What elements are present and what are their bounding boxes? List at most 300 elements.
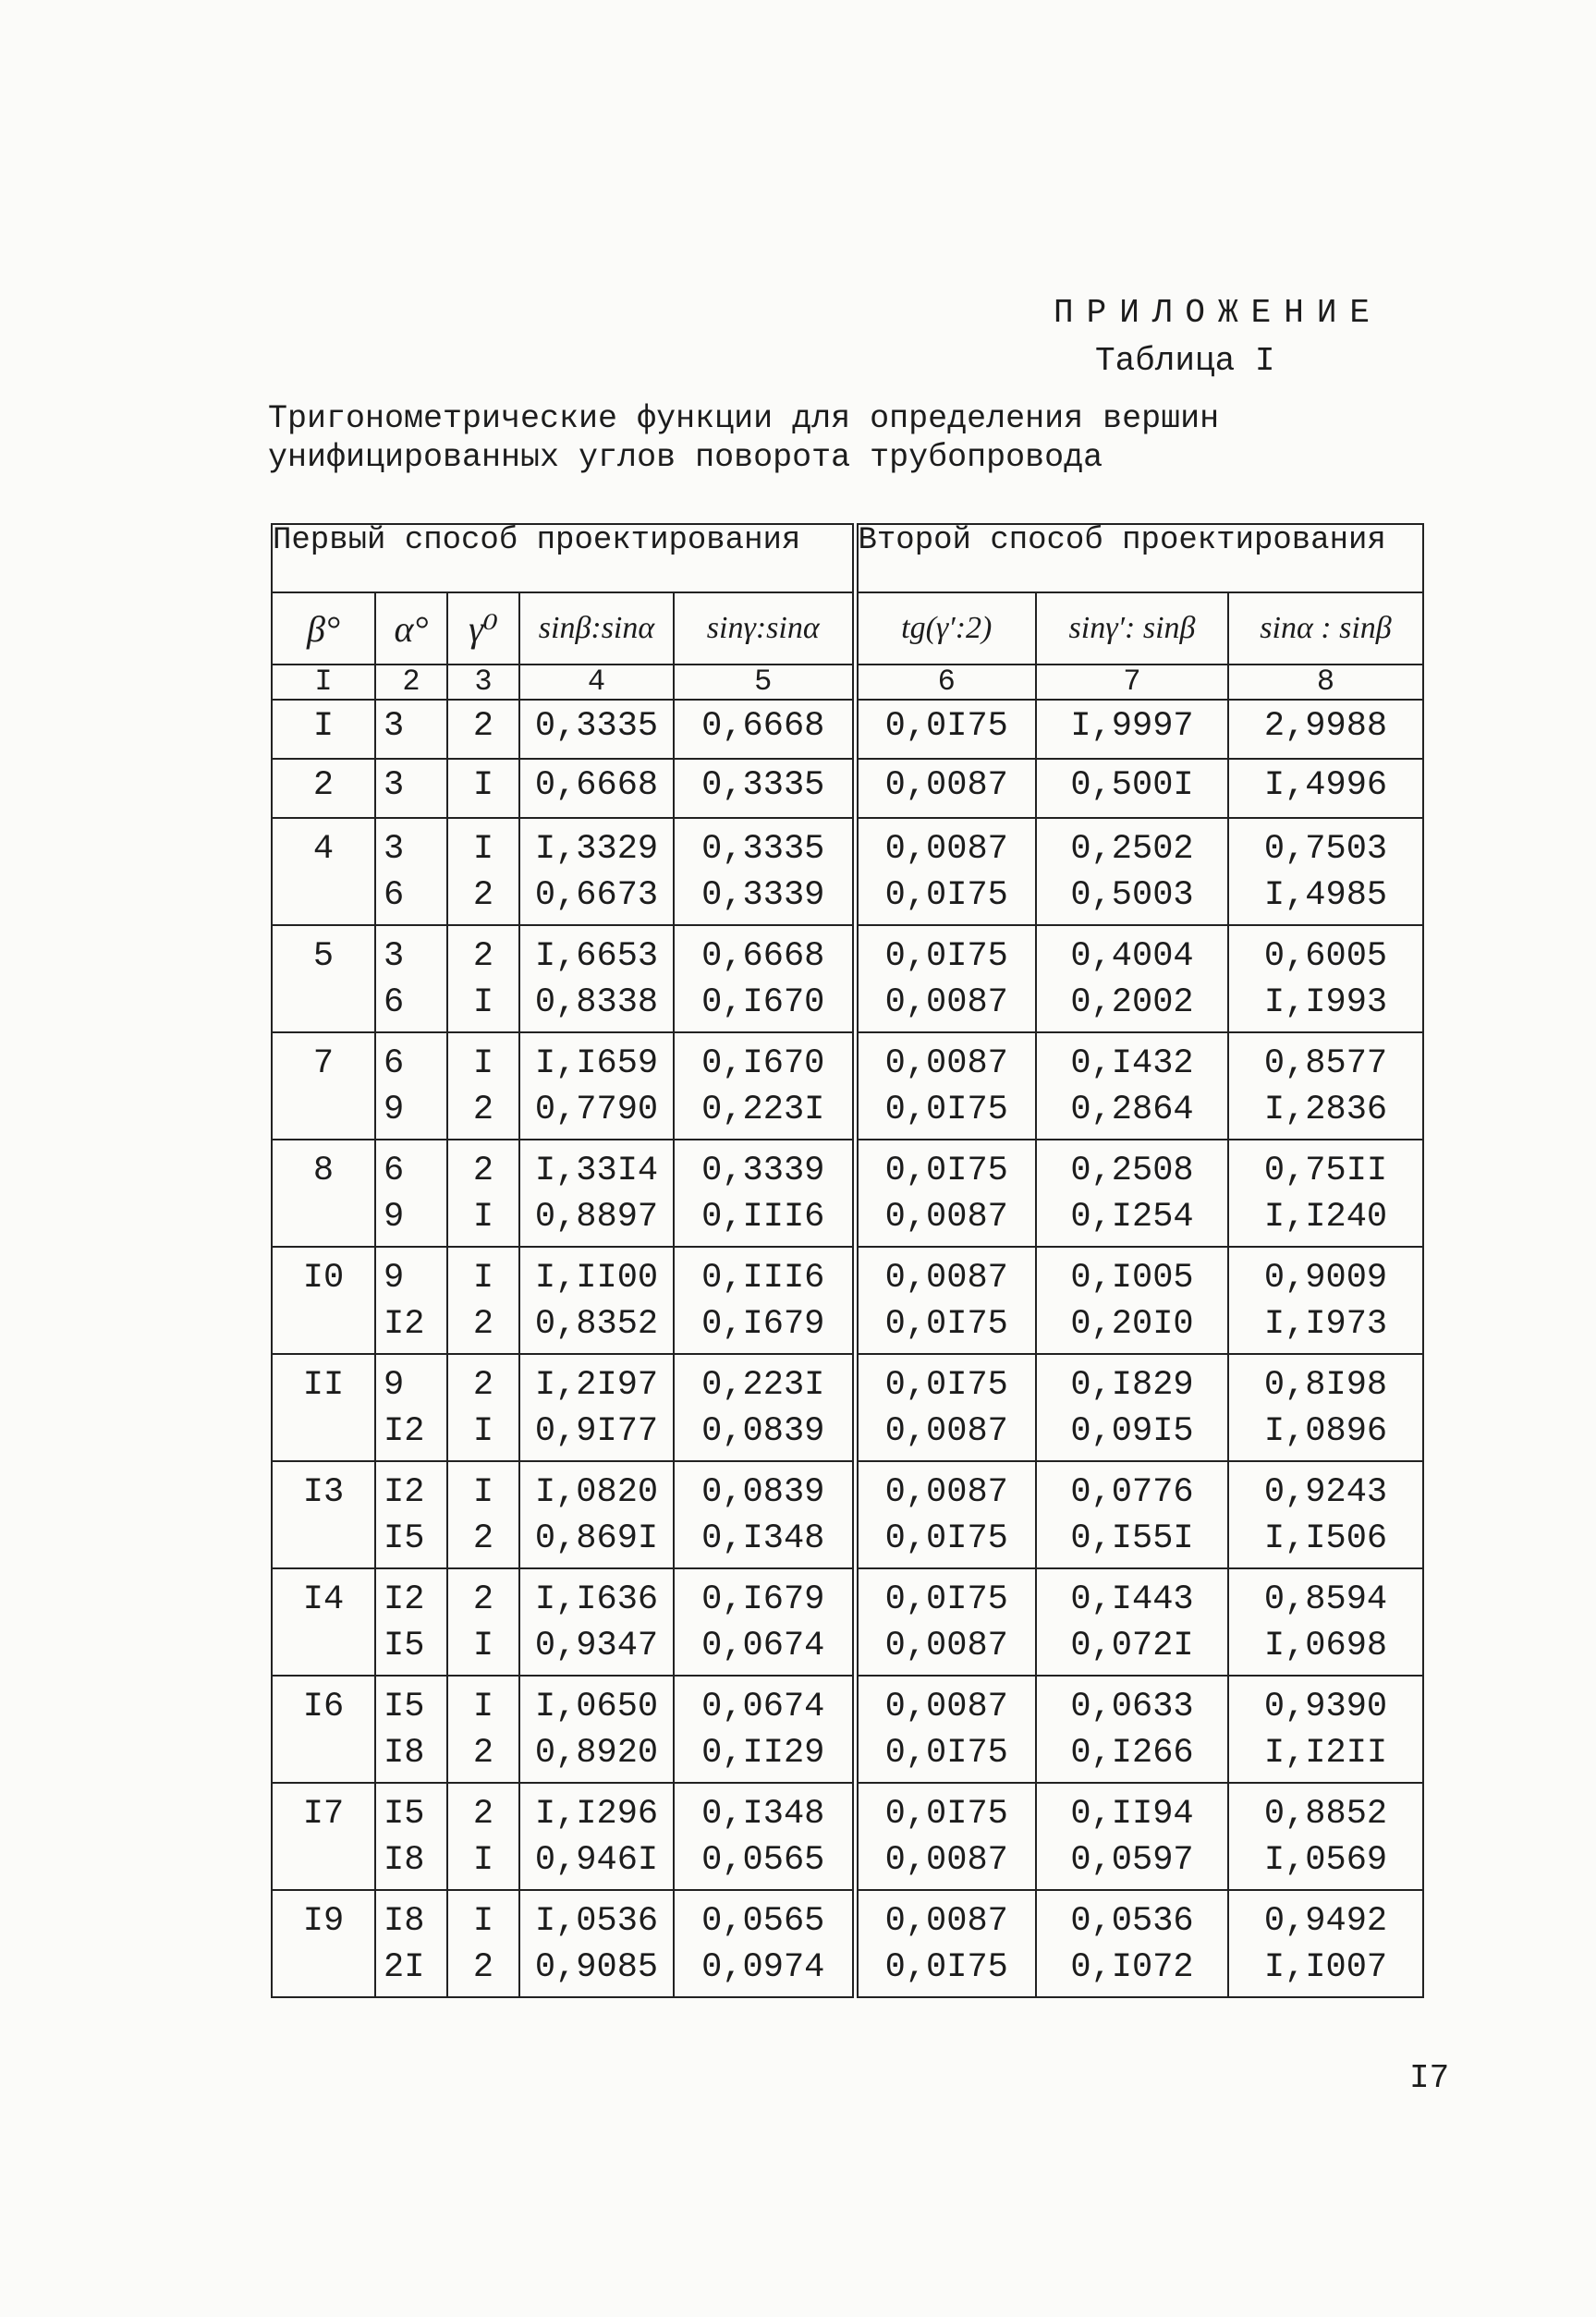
- sinbeta-sinalpha-value: 0,869I: [534, 1519, 659, 1558]
- cell-singamma-sinalpha: [674, 1676, 855, 1783]
- cell-beta: [272, 818, 375, 925]
- cell-sinbeta-sinalpha: [519, 759, 674, 818]
- cell-sinbeta-sinalpha: [519, 1354, 674, 1461]
- singamma-sinbeta-value: 0,I005: [1070, 1259, 1194, 1298]
- table-row: [272, 1140, 1423, 1247]
- tg-half-gamma-value: 0,0I75: [884, 1305, 1008, 1344]
- cell-alpha: [375, 1783, 447, 1890]
- singamma-sinbeta-value: 0,072I: [1070, 1627, 1194, 1665]
- tg-half-gamma-value: 0,0087: [884, 766, 1008, 805]
- cell-singamma-sinalpha: [674, 1354, 855, 1461]
- singamma-sinbeta-value: 0,I266: [1070, 1734, 1194, 1773]
- sinbeta-sinalpha-value: I,0650: [534, 1688, 659, 1726]
- singamma-sinalpha-value: 0,I670: [701, 1044, 825, 1083]
- sinbeta-sinalpha-value: 0,6673: [534, 876, 659, 915]
- alpha-value: 6: [384, 983, 405, 1022]
- singamma-sinalpha-value: 0,I670: [701, 983, 825, 1022]
- cell-singamma-sinbeta: [1036, 1140, 1228, 1247]
- alpha-value: 2I: [384, 1948, 425, 1987]
- alpha-value: I5: [384, 1795, 425, 1834]
- cell-alpha: [375, 1461, 447, 1568]
- sinbeta-sinalpha-value: I,6653: [534, 937, 659, 976]
- sinalpha-sinbeta-value: I,2836: [1263, 1091, 1388, 1129]
- alpha-value: 6: [384, 1044, 405, 1083]
- gamma-value: I: [472, 1259, 494, 1298]
- cell-singamma-sinalpha: [674, 925, 855, 1032]
- tg-half-gamma-value: 0,0087: [884, 1198, 1008, 1237]
- gamma-value: 2: [472, 1580, 494, 1619]
- tg-half-gamma-value: 0,0I75: [884, 1152, 1008, 1190]
- alpha-value: 3: [384, 766, 405, 805]
- cell-beta: [272, 1354, 375, 1461]
- sinbeta-sinalpha-value: I,I659: [534, 1044, 659, 1083]
- group-header-first-method: Первый способ проектирования: [272, 524, 855, 592]
- gamma-value: I: [472, 1412, 494, 1451]
- sinbeta-sinalpha-value: 0,9085: [534, 1948, 659, 1987]
- singamma-sinalpha-value: 0,I348: [701, 1519, 825, 1558]
- singamma-sinbeta-value: 0,500I: [1070, 766, 1194, 805]
- singamma-sinbeta-value: 0,I254: [1070, 1198, 1194, 1237]
- singamma-sinalpha-value: 0,III6: [701, 1198, 825, 1237]
- cell-singamma-sinbeta: [1036, 818, 1228, 925]
- sinbeta-sinalpha-value: 0,7790: [534, 1091, 659, 1129]
- cell-singamma-sinbeta: [1036, 759, 1228, 818]
- singamma-sinbeta-value: 0,20I0: [1070, 1305, 1194, 1344]
- sinbeta-sinalpha-value: I,2I97: [534, 1366, 659, 1405]
- singamma-sinbeta-value: 0,2002: [1070, 983, 1194, 1022]
- alpha-value: 6: [384, 876, 405, 915]
- cell-tg-half-gamma: [855, 818, 1036, 925]
- cell-sinalpha-sinbeta: [1228, 1354, 1423, 1461]
- cell-singamma-sinbeta: [1036, 1032, 1228, 1140]
- singamma-sinbeta-value: 0,2508: [1070, 1152, 1194, 1190]
- beta-value: 5: [312, 937, 335, 976]
- sinbeta-sinalpha-value: I,0820: [534, 1473, 659, 1512]
- table-row: [272, 1354, 1423, 1461]
- singamma-sinalpha-value: 0,223I: [701, 1091, 825, 1129]
- sinalpha-sinbeta-value: 0,7503: [1263, 830, 1388, 869]
- cell-sinbeta-sinalpha: [519, 1890, 674, 1997]
- sinalpha-sinbeta-value: 0,75II: [1263, 1152, 1388, 1190]
- cell-singamma-sinbeta: [1036, 925, 1228, 1032]
- singamma-sinbeta-value: 0,4004: [1070, 937, 1194, 976]
- tg-half-gamma-value: 0,0I75: [884, 1519, 1008, 1558]
- cell-tg-half-gamma: [855, 1783, 1036, 1890]
- cell-sinalpha-sinbeta: [1228, 818, 1423, 925]
- cell-beta: [272, 925, 375, 1032]
- sinalpha-sinbeta-value: I,4996: [1263, 766, 1388, 805]
- tg-half-gamma-value: 0,0I75: [884, 1795, 1008, 1834]
- singamma-sinalpha-value: 0,0974: [701, 1948, 825, 1987]
- singamma-sinbeta-value: 0,II94: [1070, 1795, 1194, 1834]
- sinbeta-sinalpha-value: I,3329: [534, 830, 659, 869]
- cell-sinbeta-sinalpha: [519, 1461, 674, 1568]
- cell-singamma-sinalpha: [674, 1568, 855, 1676]
- cell-singamma-sinbeta: [1036, 1890, 1228, 1997]
- cell-gamma: [447, 1461, 519, 1568]
- cell-singamma-sinbeta: [1036, 1676, 1228, 1783]
- singamma-sinbeta-value: 0,0597: [1070, 1841, 1194, 1880]
- cell-gamma: [447, 1247, 519, 1354]
- cell-alpha: [375, 1140, 447, 1247]
- tg-half-gamma-value: 0,0I75: [884, 707, 1008, 746]
- alpha-value: 9: [384, 1259, 405, 1298]
- cell-sinalpha-sinbeta: [1228, 1676, 1423, 1783]
- cell-sinbeta-sinalpha: [519, 1568, 674, 1676]
- singamma-sinalpha-value: 0,I679: [701, 1305, 825, 1344]
- col-header-gamma: γ⁰: [447, 592, 519, 665]
- cell-singamma-sinbeta: [1036, 1568, 1228, 1676]
- gamma-value: I: [472, 766, 494, 805]
- tg-half-gamma-value: 0,0I75: [884, 1948, 1008, 1987]
- sinbeta-sinalpha-value: 0,8352: [534, 1305, 659, 1344]
- cell-alpha: [375, 759, 447, 818]
- cell-gamma: [447, 1890, 519, 1997]
- sinbeta-sinalpha-value: 0,8338: [534, 983, 659, 1022]
- cell-beta: [272, 1890, 375, 1997]
- singamma-sinbeta-value: 0,0633: [1070, 1688, 1194, 1726]
- tg-half-gamma-value: 0,0087: [884, 1473, 1008, 1512]
- sinbeta-sinalpha-value: I,I636: [534, 1580, 659, 1619]
- gamma-value: I: [472, 1044, 494, 1083]
- cell-sinbeta-sinalpha: [519, 1676, 674, 1783]
- sinalpha-sinbeta-value: I,I2II: [1263, 1734, 1388, 1773]
- sinalpha-sinbeta-value: 0,6005: [1263, 937, 1388, 976]
- singamma-sinalpha-value: 0,6668: [701, 937, 825, 976]
- cell-tg-half-gamma: [855, 1354, 1036, 1461]
- cell-gamma: [447, 818, 519, 925]
- gamma-value: 2: [472, 1366, 494, 1405]
- tg-half-gamma-value: 0,0I75: [884, 937, 1008, 976]
- singamma-sinbeta-value: 0,I432: [1070, 1044, 1194, 1083]
- cell-sinalpha-sinbeta: [1228, 1783, 1423, 1890]
- cell-tg-half-gamma: [855, 1568, 1036, 1676]
- sinbeta-sinalpha-value: 0,9I77: [534, 1412, 659, 1451]
- tg-half-gamma-value: 0,0087: [884, 1412, 1008, 1451]
- tg-half-gamma-value: 0,0087: [884, 1044, 1008, 1083]
- beta-value: I3: [302, 1473, 345, 1512]
- cell-sinbeta-sinalpha: [519, 818, 674, 925]
- cell-singamma-sinbeta: [1036, 1783, 1228, 1890]
- alpha-value: 9: [384, 1091, 405, 1129]
- cell-beta: [272, 1247, 375, 1354]
- cell-sinbeta-sinalpha: [519, 1140, 674, 1247]
- table-row: [272, 700, 1423, 759]
- singamma-sinalpha-value: 0,II29: [701, 1734, 825, 1773]
- alpha-value: 6: [384, 1152, 405, 1190]
- singamma-sinbeta-value: 0,0536: [1070, 1902, 1194, 1941]
- singamma-sinalpha-value: 0,3335: [701, 766, 825, 805]
- alpha-value: I5: [384, 1627, 425, 1665]
- cell-gamma: [447, 1676, 519, 1783]
- gamma-value: 2: [472, 1152, 494, 1190]
- cell-gamma: [447, 1354, 519, 1461]
- sinbeta-sinalpha-value: I,33I4: [534, 1152, 659, 1190]
- beta-value: I: [312, 707, 335, 746]
- sinalpha-sinbeta-value: I,I007: [1263, 1948, 1388, 1987]
- sinbeta-sinalpha-value: 0,3335: [534, 707, 659, 746]
- singamma-sinbeta-value: 0,0776: [1070, 1473, 1194, 1512]
- cell-singamma-sinalpha: [674, 1461, 855, 1568]
- cell-beta: [272, 1676, 375, 1783]
- table-row: [272, 925, 1423, 1032]
- sinalpha-sinbeta-value: I,I240: [1263, 1198, 1388, 1237]
- sinalpha-sinbeta-value: 2,9988: [1263, 707, 1388, 746]
- alpha-value: 3: [384, 937, 405, 976]
- col-header-singamma-sinalpha: sinγ:sinα: [674, 592, 855, 665]
- singamma-sinalpha-value: 0,3339: [701, 1152, 825, 1190]
- sinbeta-sinalpha-value: 0,8897: [534, 1198, 659, 1237]
- cell-alpha: [375, 1890, 447, 1997]
- table-row: [272, 1890, 1423, 1997]
- cell-beta: [272, 1032, 375, 1140]
- sinalpha-sinbeta-value: 0,8594: [1263, 1580, 1388, 1619]
- tg-half-gamma-value: 0,0087: [884, 1259, 1008, 1298]
- cell-alpha: [375, 1676, 447, 1783]
- singamma-sinalpha-value: 0,3339: [701, 876, 825, 915]
- singamma-sinbeta-value: 0,5003: [1070, 876, 1194, 915]
- col-number-7: 7: [1036, 665, 1228, 700]
- singamma-sinalpha-value: 0,3335: [701, 830, 825, 869]
- gamma-value: I: [472, 1902, 494, 1941]
- cell-gamma: [447, 700, 519, 759]
- table-body: [272, 700, 1423, 1997]
- gamma-value: 2: [472, 1948, 494, 1987]
- singamma-sinbeta-value: 0,2502: [1070, 830, 1194, 869]
- sinbeta-sinalpha-value: I,0536: [534, 1902, 659, 1941]
- cell-alpha: [375, 1568, 447, 1676]
- cell-beta: [272, 759, 375, 818]
- gamma-value: I: [472, 983, 494, 1022]
- alpha-value: I8: [384, 1902, 425, 1941]
- cell-singamma-sinalpha: [674, 1890, 855, 1997]
- beta-value: I6: [302, 1688, 345, 1726]
- singamma-sinbeta-value: 0,I55I: [1070, 1519, 1194, 1558]
- cell-sinalpha-sinbeta: [1228, 1247, 1423, 1354]
- beta-value: I4: [302, 1580, 345, 1619]
- alpha-value: 9: [384, 1198, 405, 1237]
- alpha-value: 3: [384, 830, 405, 869]
- cell-alpha: [375, 1354, 447, 1461]
- cell-gamma: [447, 759, 519, 818]
- alpha-value: 3: [384, 707, 405, 746]
- cell-sinalpha-sinbeta: [1228, 1568, 1423, 1676]
- gamma-value: 2: [472, 1795, 494, 1834]
- table-row: [272, 1032, 1423, 1140]
- alpha-value: 9: [384, 1366, 405, 1405]
- cell-sinbeta-sinalpha: [519, 1783, 674, 1890]
- singamma-sinalpha-value: 0,223I: [701, 1366, 825, 1405]
- table-caption: Тригонометрические функции для определения вершин унифицированных углов поворота трубопровода: [268, 400, 1220, 476]
- beta-value: 4: [312, 830, 335, 869]
- cell-singamma-sinalpha: [674, 759, 855, 818]
- sinalpha-sinbeta-value: 0,8I98: [1263, 1366, 1388, 1405]
- gamma-value: I: [472, 830, 494, 869]
- table-row: [272, 1568, 1423, 1676]
- cell-beta: [272, 1783, 375, 1890]
- cell-alpha: [375, 700, 447, 759]
- gamma-value: I: [472, 1627, 494, 1665]
- appendix-heading: ПРИЛОЖЕНИЕ: [1054, 294, 1383, 332]
- gamma-value: 2: [472, 1519, 494, 1558]
- col-number-3: 3: [447, 665, 519, 700]
- tg-half-gamma-value: 0,0I75: [884, 1734, 1008, 1773]
- beta-value: I7: [302, 1795, 345, 1834]
- singamma-sinalpha-value: 0,0674: [701, 1627, 825, 1665]
- cell-beta: [272, 1568, 375, 1676]
- gamma-value: I: [472, 1841, 494, 1880]
- cell-sinalpha-sinbeta: [1228, 1140, 1423, 1247]
- gamma-value: 2: [472, 1091, 494, 1129]
- sinalpha-sinbeta-value: I,I973: [1263, 1305, 1388, 1344]
- sinalpha-sinbeta-value: 0,9243: [1263, 1473, 1388, 1512]
- col-header-tg-half-gamma: tg(γ′:2): [855, 592, 1036, 665]
- singamma-sinbeta-value: 0,I829: [1070, 1366, 1194, 1405]
- singamma-sinalpha-value: 0,6668: [701, 707, 825, 746]
- col-number-5: 5: [674, 665, 855, 700]
- singamma-sinalpha-value: 0,0565: [701, 1841, 825, 1880]
- gamma-value: 2: [472, 1305, 494, 1344]
- cell-sinbeta-sinalpha: [519, 1032, 674, 1140]
- tg-half-gamma-value: 0,0I75: [884, 1091, 1008, 1129]
- sinbeta-sinalpha-value: I,II00: [534, 1259, 659, 1298]
- cell-alpha: [375, 1247, 447, 1354]
- table-row: [272, 759, 1423, 818]
- cell-gamma: [447, 1568, 519, 1676]
- sinalpha-sinbeta-value: I,0569: [1263, 1841, 1388, 1880]
- cell-sinalpha-sinbeta: [1228, 925, 1423, 1032]
- sinbeta-sinalpha-value: 0,6668: [534, 766, 659, 805]
- cell-sinalpha-sinbeta: [1228, 1461, 1423, 1568]
- alpha-value: I2: [384, 1412, 425, 1451]
- cell-tg-half-gamma: [855, 1890, 1036, 1997]
- col-header-beta: β°: [272, 592, 375, 665]
- col-header-alpha: α°: [375, 592, 447, 665]
- group-header-second-method: Второй способ проектирования: [855, 524, 1423, 592]
- alpha-value: I8: [384, 1841, 425, 1880]
- gamma-value: 2: [472, 937, 494, 976]
- sinalpha-sinbeta-value: I,4985: [1263, 876, 1388, 915]
- cell-sinbeta-sinalpha: [519, 1247, 674, 1354]
- tg-half-gamma-value: 0,0087: [884, 1688, 1008, 1726]
- sinalpha-sinbeta-value: I,0896: [1263, 1412, 1388, 1451]
- cell-tg-half-gamma: [855, 1140, 1036, 1247]
- singamma-sinalpha-value: 0,0839: [701, 1412, 825, 1451]
- singamma-sinalpha-value: 0,I679: [701, 1580, 825, 1619]
- cell-sinalpha-sinbeta: [1228, 759, 1423, 818]
- gamma-value: I: [472, 1473, 494, 1512]
- col-number-4: 4: [519, 665, 674, 700]
- cell-beta: [272, 1140, 375, 1247]
- cell-singamma-sinbeta: [1036, 1247, 1228, 1354]
- cell-beta: [272, 1461, 375, 1568]
- singamma-sinbeta-value: 0,09I5: [1070, 1412, 1194, 1451]
- beta-value: II: [302, 1366, 345, 1405]
- singamma-sinbeta-value: I,9997: [1070, 707, 1194, 746]
- singamma-sinalpha-value: 0,III6: [701, 1259, 825, 1298]
- table-row: [272, 1247, 1423, 1354]
- tg-half-gamma-value: 0,0087: [884, 830, 1008, 869]
- cell-tg-half-gamma: [855, 925, 1036, 1032]
- cell-singamma-sinalpha: [674, 1247, 855, 1354]
- beta-value: 8: [312, 1152, 335, 1190]
- cell-singamma-sinbeta: [1036, 1461, 1228, 1568]
- cell-gamma: [447, 925, 519, 1032]
- col-header-sinalpha-sinbeta: sinα : sinβ: [1228, 592, 1423, 665]
- singamma-sinalpha-value: 0,0839: [701, 1473, 825, 1512]
- sinalpha-sinbeta-value: 0,9009: [1263, 1259, 1388, 1298]
- cell-alpha: [375, 818, 447, 925]
- tg-half-gamma-value: 0,0I75: [884, 1580, 1008, 1619]
- singamma-sinalpha-value: 0,I348: [701, 1795, 825, 1834]
- cell-sinalpha-sinbeta: [1228, 700, 1423, 759]
- tg-half-gamma-value: 0,0087: [884, 1902, 1008, 1941]
- cell-tg-half-gamma: [855, 759, 1036, 818]
- cell-beta: [272, 700, 375, 759]
- table-row: [272, 1676, 1423, 1783]
- cell-gamma: [447, 1140, 519, 1247]
- sinbeta-sinalpha-value: 0,9347: [534, 1627, 659, 1665]
- cell-sinalpha-sinbeta: [1228, 1032, 1423, 1140]
- cell-singamma-sinalpha: [674, 818, 855, 925]
- cell-singamma-sinalpha: [674, 1032, 855, 1140]
- col-number-8: 8: [1228, 665, 1423, 700]
- alpha-value: I2: [384, 1305, 425, 1344]
- singamma-sinalpha-value: 0,0565: [701, 1902, 825, 1941]
- col-number-1: I: [272, 665, 375, 700]
- singamma-sinalpha-value: 0,0674: [701, 1688, 825, 1726]
- cell-singamma-sinbeta: [1036, 700, 1228, 759]
- sinalpha-sinbeta-value: 0,9390: [1263, 1688, 1388, 1726]
- col-number-2: 2: [375, 665, 447, 700]
- page-number: I7: [1409, 2059, 1450, 2097]
- cell-tg-half-gamma: [855, 1461, 1036, 1568]
- cell-singamma-sinalpha: [674, 1140, 855, 1247]
- cell-gamma: [447, 1032, 519, 1140]
- cell-sinbeta-sinalpha: [519, 925, 674, 1032]
- tg-half-gamma-value: 0,0I75: [884, 876, 1008, 915]
- cell-singamma-sinbeta: [1036, 1354, 1228, 1461]
- tg-half-gamma-value: 0,0087: [884, 983, 1008, 1022]
- alpha-value: I5: [384, 1519, 425, 1558]
- table-row: [272, 818, 1423, 925]
- cell-tg-half-gamma: [855, 1032, 1036, 1140]
- sinalpha-sinbeta-value: I,0698: [1263, 1627, 1388, 1665]
- gamma-value: 2: [472, 876, 494, 915]
- sinbeta-sinalpha-value: 0,946I: [534, 1841, 659, 1880]
- sinbeta-sinalpha-value: 0,8920: [534, 1734, 659, 1773]
- sinalpha-sinbeta-value: 0,8852: [1263, 1795, 1388, 1834]
- alpha-value: I5: [384, 1688, 425, 1726]
- gamma-value: I: [472, 1198, 494, 1237]
- trig-functions-table: [271, 523, 1424, 1998]
- cell-sinalpha-sinbeta: [1228, 1890, 1423, 1997]
- table-number-label: Таблица I: [1095, 342, 1275, 380]
- cell-gamma: [447, 1783, 519, 1890]
- gamma-value: 2: [472, 707, 494, 746]
- beta-value: I0: [302, 1259, 345, 1298]
- table-row: [272, 1461, 1423, 1568]
- gamma-value: 2: [472, 1734, 494, 1773]
- cell-alpha: [375, 1032, 447, 1140]
- cell-singamma-sinalpha: [674, 1783, 855, 1890]
- cell-sinbeta-sinalpha: [519, 700, 674, 759]
- beta-value: 7: [312, 1044, 335, 1083]
- alpha-value: I8: [384, 1734, 425, 1773]
- sinalpha-sinbeta-value: 0,8577: [1263, 1044, 1388, 1083]
- cell-tg-half-gamma: [855, 1676, 1036, 1783]
- beta-value: I9: [302, 1902, 345, 1941]
